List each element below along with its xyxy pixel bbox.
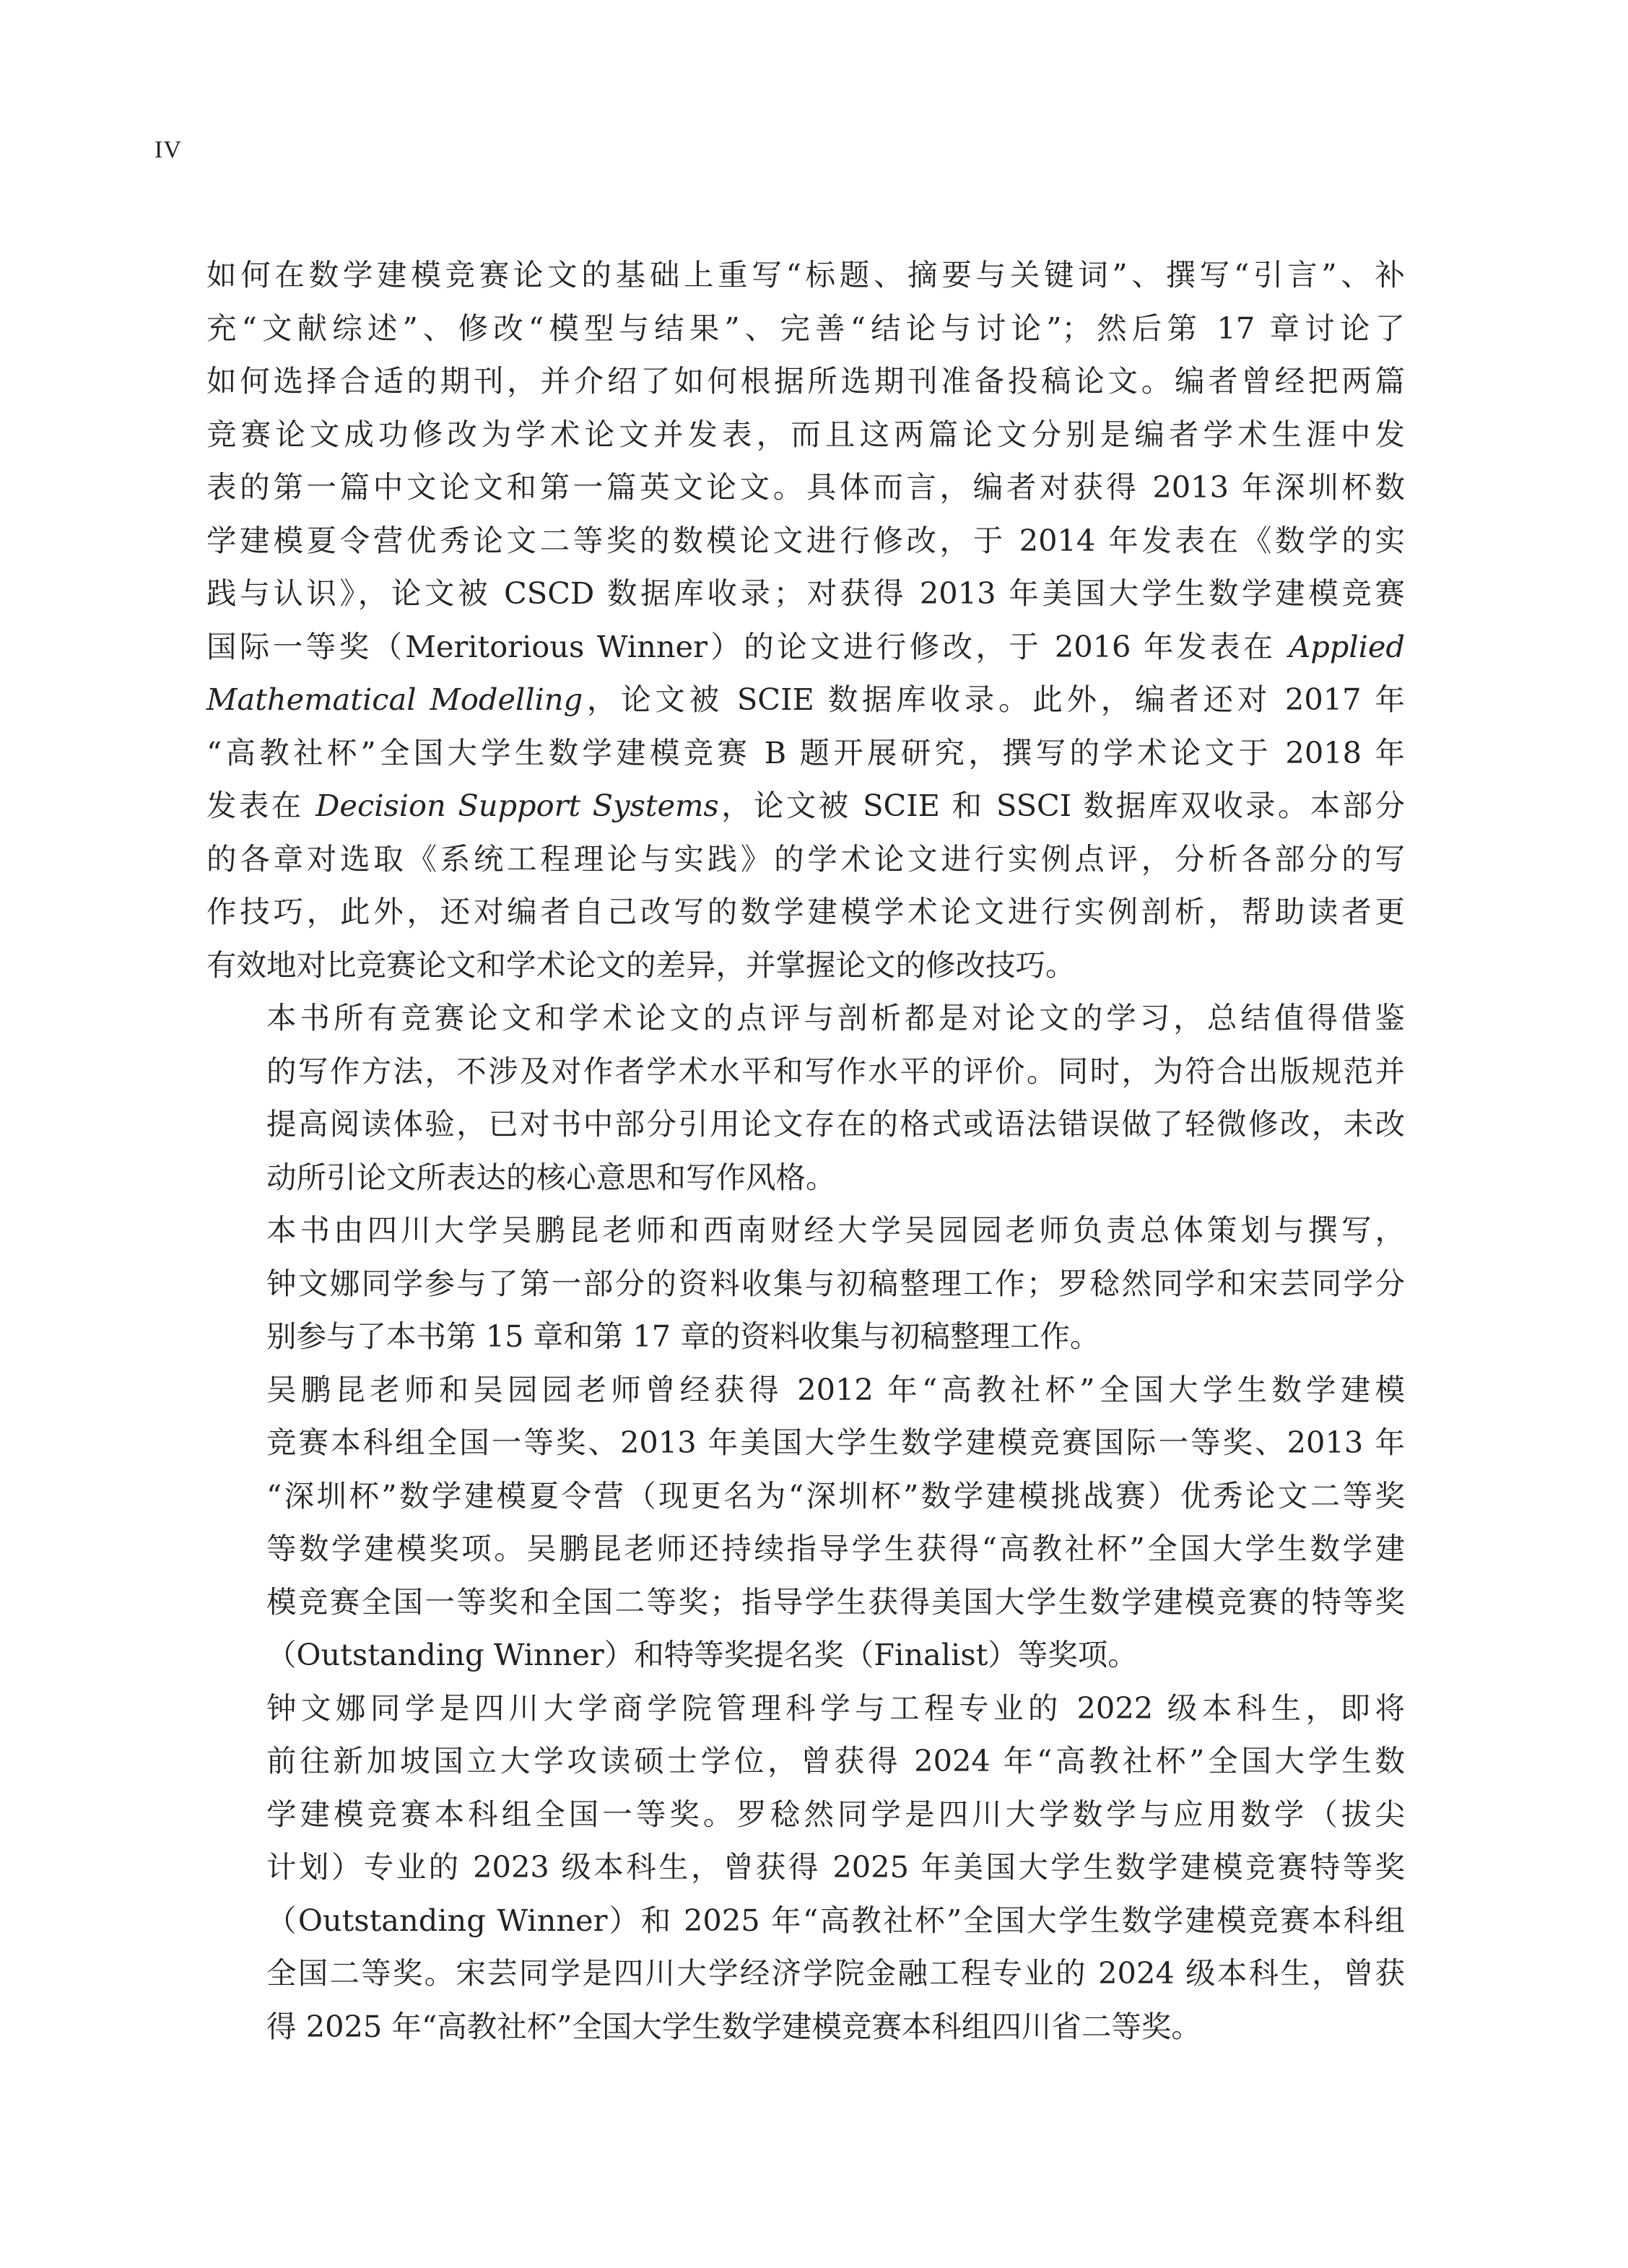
body-text [206, 248, 1405, 2053]
text-line: （Outstanding Winner）和 2025 年“高教社杯”全国大学生数学建模竞赛本科组 [266, 1902, 1405, 1938]
text-line: （Outstanding Winner）和特等奖提名奖（Finalist）等奖项。 [266, 1637, 1138, 1672]
text-line: 钟文娜同学是四川大学商学院管理科学与工程专业的 2022 级本科生，即将 [266, 1690, 1405, 1726]
text-line: 践与认识》，论文被 CSCD 数据库收录；对获得 2013 年美国大学生数学建模竞赛 [206, 575, 1405, 611]
paragraph [206, 1682, 1405, 2054]
paragraph [206, 991, 1405, 1204]
paragraph [206, 1204, 1405, 1363]
text-line: Mathematical Modelling，论文被 SCIE 数据库收录。此外，编者还对 2017 年 [206, 682, 1405, 717]
text-line: 如何在数学建模竞赛论文的基础上重写“标题、摘要与关键词”、撰写“引言”、补 [206, 257, 1405, 292]
page-number: IV [154, 136, 182, 163]
text-line: 全国二等奖。宋芸同学是四川大学经济学院金融工程专业的 2024 级本科生，曾获 [266, 1955, 1405, 1991]
text-line: 前往新加坡国立大学攻读硕士学位，曾获得 2024 年“高教社杯”全国大学生数 [266, 1743, 1405, 1778]
text-line: 学建模夏令营优秀论文二等奖的数模论文进行修改，于 2014 年发表在《数学的实 [206, 522, 1405, 558]
text-line: 等数学建模奖项。吴鹏昆老师还持续指导学生获得“高教社杯”全国大学生数学建 [266, 1531, 1405, 1566]
text-line: 提高阅读体验，已对书中部分引用论文存在的格式或语法错误做了轻微修改，未改 [266, 1106, 1405, 1142]
text-line: 国际一等奖（Meritorious Winner）的论文进行修改，于 2016 年发表在 Applied [206, 628, 1405, 664]
text-line: 学建模竞赛本科组全国一等奖。罗稔然同学是四川大学数学与应用数学（拔尖 [266, 1796, 1405, 1832]
text-line: “高教社杯”全国大学生数学建模竞赛 B 题开展研究，撰写的学术论文于 2018 年 [206, 734, 1405, 770]
text-line: 充“文献综述”、修改“模型与结果”、完善“结论与讨论”；然后第 17 章讨论了 [206, 310, 1405, 346]
text-line: 动所引论文所表达的核心意思和写作风格。 [266, 1159, 836, 1195]
text-line: 吴鹏昆老师和吴园园老师曾经获得 2012 年“高教社杯”全国大学生数学建模 [266, 1371, 1405, 1407]
paragraph [206, 248, 1405, 991]
text-line: 的各章对选取《系统工程理论与实践》的学术论文进行实例点评，分析各部分的写 [206, 840, 1405, 877]
text-line: 本书由四川大学吴鹏昆老师和西南财经大学吴园园老师负责总体策划与撰写， [266, 1212, 1405, 1248]
text-line: 本书所有竞赛论文和学术论文的点评与剖析都是对论文的学习，总结值得借鉴 [266, 1000, 1405, 1035]
text-line: 如何选择合适的期刊，并介绍了如何根据所选期刊准备投稿论文。编者曾经把两篇 [206, 363, 1405, 399]
text-line: 有效地对比竞赛论文和学术论文的差异，并掌握论文的修改技巧。 [206, 947, 1076, 983]
paragraph [206, 1363, 1405, 1682]
text-line: 发表在 Decision Support Systems，论文被 SCIE 和 SSCI 数据库双收录。本部分 [206, 788, 1405, 823]
text-line: 竞赛论文成功修改为学术论文并发表，而且这两篇论文分别是编者学术生涯中发 [206, 416, 1405, 452]
text-line: 作技巧，此外，还对编者自己改写的数学建模学术论文进行实例剖析，帮助读者更 [206, 894, 1405, 929]
text-line: 竞赛本科组全国一等奖、2013 年美国大学生数学建模竞赛国际一等奖、2013 年 [266, 1425, 1405, 1460]
text-line: 表的第一篇中文论文和第一篇英文论文。具体而言，编者对获得 2013 年深圳杯数 [206, 469, 1405, 505]
text-line: 计划）专业的 2023 级本科生，曾获得 2025 年美国大学生数学建模竞赛特等奖 [266, 1849, 1405, 1885]
text-line: 钟文娜同学参与了第一部分的资料收集与初稿整理工作；罗稔然同学和宋芸同学分 [266, 1265, 1405, 1301]
text-line: 别参与了本书第 15 章和第 17 章的资料收集与初稿整理工作。 [266, 1318, 1100, 1354]
text-line: 模竞赛全国一等奖和全国二等奖；指导学生获得美国大学生数学建模竞赛的特等奖 [266, 1583, 1405, 1620]
text-line: 得 2025 年“高教社杯”全国大学生数学建模竞赛本科组四川省二等奖。 [266, 2008, 1201, 2044]
text-line: “深圳杯”数学建模夏令营（现更名为“深圳杯”数学建模挑战赛）优秀论文二等奖 [266, 1477, 1405, 1513]
text-line: 的写作方法，不涉及对作者学术水平和写作水平的评价。同时，为符合出版规范并 [266, 1053, 1405, 1089]
